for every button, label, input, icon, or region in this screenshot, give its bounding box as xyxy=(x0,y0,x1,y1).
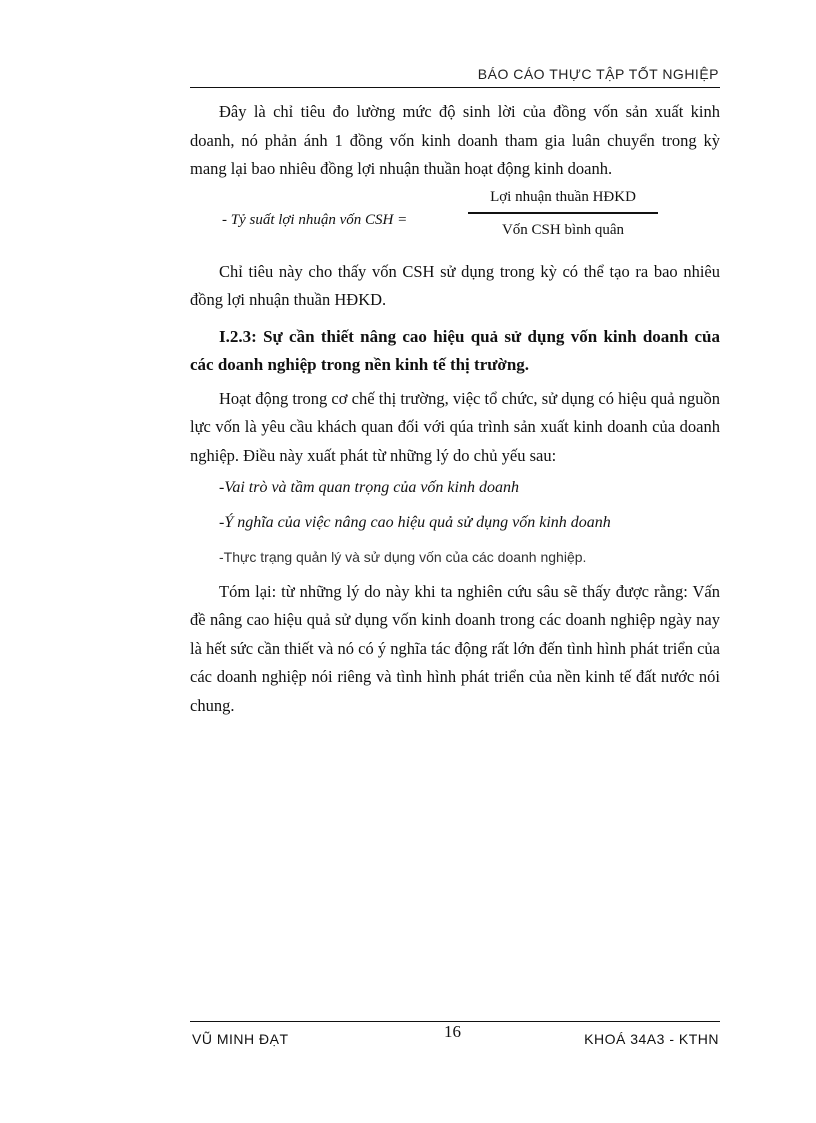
bullet-item-2: -Ý nghĩa của việc nâng cao hiệu quả sử dụng vốn kinh doanh xyxy=(219,513,611,531)
bullet-item-1: -Vai trò và tầm quan trọng của vốn kinh doanh xyxy=(219,479,519,496)
header-divider xyxy=(190,87,720,88)
paragraph-1: Đây là chỉ tiêu đo lường mức độ sinh lời của đồng vốn sản xuất kinh doanh, nó phản ánh 1 đồng vốn kinh doanh tham gia luân chuyển trong kỳ mang lại bao nhiêu đồng lợi nhuận thuần hoạt động kinh doanh. xyxy=(190,102,720,178)
page-number: 16 xyxy=(444,1022,461,1041)
formula-label: - Tỷ suất lợi nhuận vốn CSH = xyxy=(222,211,408,228)
paragraph-3: Hoạt động trong cơ chế thị trường, việc tổ chức, sử dụng có hiệu quả nguồn lực vốn là yêu cầu khách quan đối với qúa trình sản xuất kinh doanh của doanh nghiệp. Điều này xuất phát từ những lý do chủ yếu sau: xyxy=(190,388,720,465)
paragraph-2: Chỉ tiêu này cho thấy vốn CSH sử dụng trong kỳ có thể tạo ra bao nhiêu đồng lợi nhuận thuần HĐKD. xyxy=(190,261,720,309)
footer-author: VŨ MINH ĐẠT xyxy=(192,1031,289,1047)
section-heading: I.2.3: Sự cần thiết nâng cao hiệu quả sử dụng vốn kinh doanh của các doanh nghiệp trong nền kinh tế thị trường. xyxy=(190,326,720,374)
paragraph-4: Tóm lại: từ những lý do này khi ta nghiên cứu sâu sẽ thấy được rằng: Vấn đề nâng cao hiệu quả sử dụng vốn kinh doanh trong các doanh nghiệp ngày nay là hết sức cần thiết và nó có ý nghĩa tác động rất lớn đến tình hình phát triển của các doanh nghiệp nói riêng và tình hình phát triển của nền kinh tế đất nước nói chung. xyxy=(190,581,720,715)
formula-numerator: Lợi nhuận thuần HĐKD xyxy=(490,188,636,205)
formula xyxy=(190,190,720,252)
bullet-item-3: -Thực trạng quản lý và sử dụng vốn của các doanh nghiệp. xyxy=(219,549,587,565)
footer-class: KHOÁ 34A3 - KTHN xyxy=(584,1031,719,1047)
formula-denominator: Vốn CSH bình quân xyxy=(501,221,625,238)
header-title: BÁO CÁO THỰC TẬP TỐT NGHIỆP xyxy=(477,66,719,82)
formula-fraction xyxy=(468,184,658,243)
page-content xyxy=(190,98,720,724)
fraction-bar xyxy=(468,212,658,214)
